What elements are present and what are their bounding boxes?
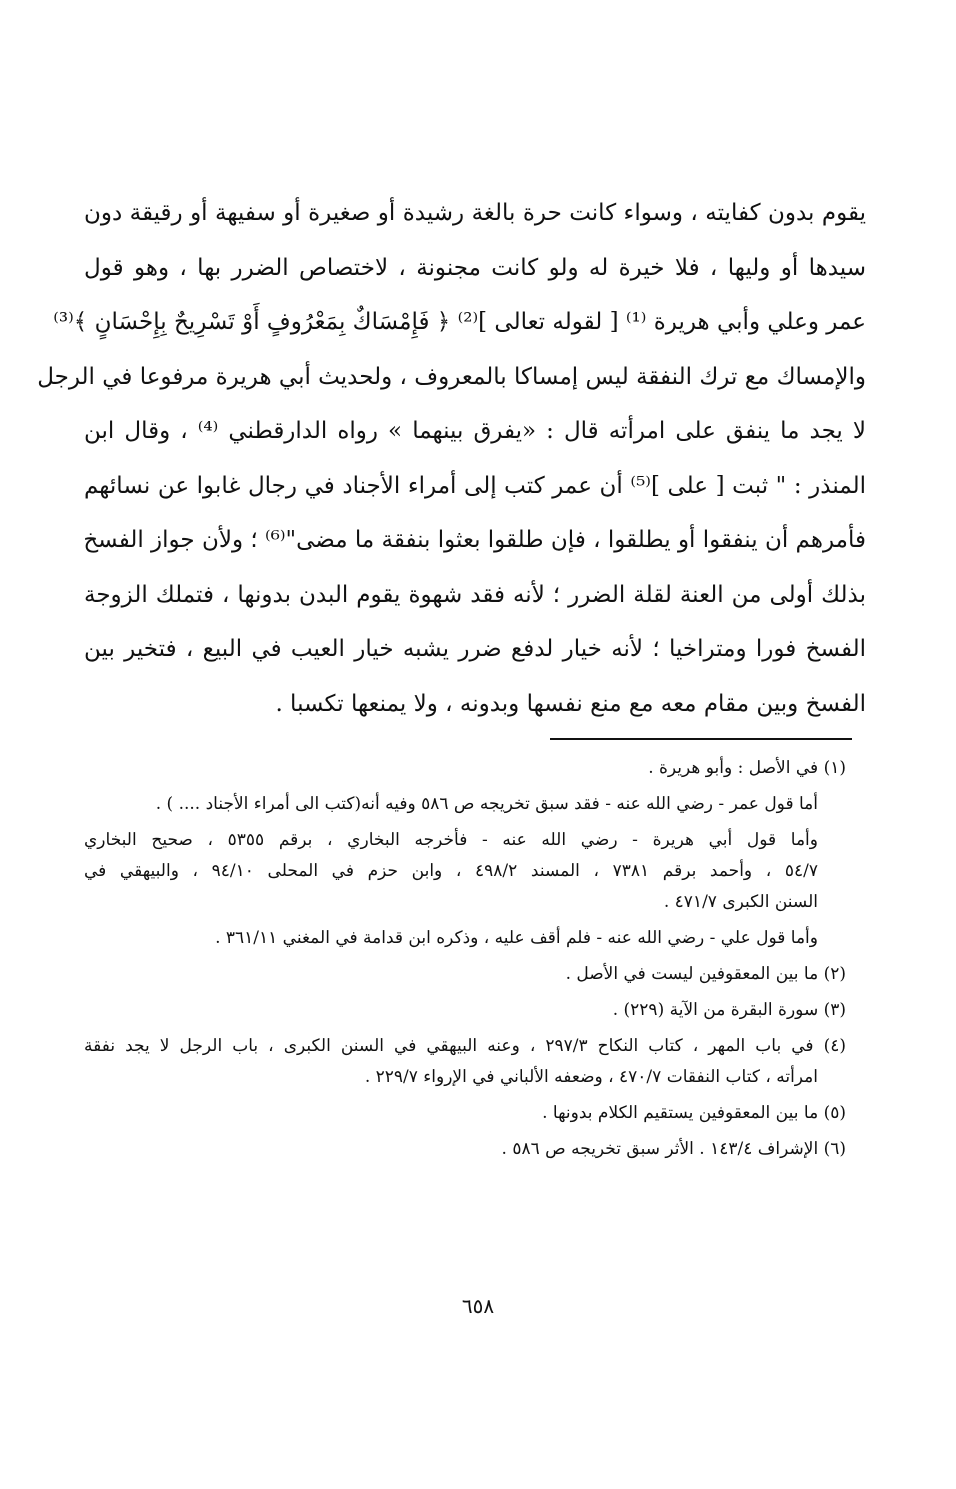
text-line: سيدها أو وليها ، فلا خيرة له ولو كانت مجنونة ، لاختصاص الضرر بها ، وهو قول: [84, 254, 866, 281]
footnote-1-omar: أما قول عمر - رضي الله عنه - فقد سبق تخريجه ص ٥٨٦ وفيه أنه(كتب الى أمراء الأجناد .... ) .: [155, 794, 818, 814]
footnote-1-ali: وأما قول علي - رضي الله عنه - فلم أقف عليه ، وذكره ابن قدامة في المغني ٣٦١/١١ .: [215, 928, 818, 948]
text-line: المنذر : " ثبت [ على ]⁽⁵⁾ أن عمر كتب إلى أمراء الأجناد في رجال غابوا عن نسائهم: [84, 472, 866, 499]
page-number: ٦٥٨: [461, 1294, 495, 1318]
text-line: والإمساك مع ترك النفقة ليس إمساكا بالمعروف ، ولحديث أبي هريرة مرفوعا في الرجل: [37, 363, 866, 390]
text-line: لا يجد ما ينفق على امرأته قال : «يفرق بينهما » رواه الدارقطني ⁽⁴⁾ ، وقال ابن: [84, 418, 866, 444]
footnotes-block: [84, 756, 846, 1161]
footnote-2: (٢) ما بين المعقوفين ليست في الأصل .: [565, 964, 846, 984]
main-text-block: [37, 186, 866, 731]
footnote-1-abuhurayra-cont: ٥٤/٧ ، وأحمد برقم ٧٣٨١ ، المسند ٤٩٨/٢ ، وابن حزم في المحلى ٩٤/١٠ ، والبيهقي في: [84, 861, 818, 881]
footnote-1: (١) في الأصل : وأبو هريرة .: [648, 758, 846, 778]
footnote-1-abuhurayra-end: السنن الكبرى ٤٧١/٧ .: [663, 892, 818, 912]
footnote-4: (٤) في باب المهر ، كتاب النكاح ٢٩٧/٣ ، وعنه البيهقي في السنن الكبرى ، باب الرجل لا يجد نفقة: [84, 1036, 846, 1056]
footnote-6: (٦) الإشراف ١٤٣/٤ . الأثر سبق تخريجه ص ٥٨٦ .: [501, 1139, 846, 1159]
text-line: الفسخ فورا ومتراخيا ؛ لأنه خيار لدفع ضرر يشبه خيار العيب في البيع ، فتخير بين: [84, 636, 866, 662]
text-line: الفسخ وبين مقام معه مع منع نفسها وبدونه ، ولا يمنعها تكسبا .: [275, 690, 866, 717]
text-line: فأمرهم أن ينفقوا أو يطلقوا ، فإن طلقوا بعثوا بنفقة ما مضى"⁽⁶⁾ ؛ ولأن جواز الفسخ: [83, 527, 866, 553]
footnote-4-cont: امرأته ، كتاب النفقات ٤٧٠/٧ ، وضعفه الألباني في الإرواء ٢٢٩/٧ .: [364, 1067, 818, 1087]
footnote-separator: [550, 738, 852, 740]
text-line: يقوم بدون كفايته ، وسواء كانت حرة بالغة رشيدة أو صغيرة أو سفيهة أو رقيقة دون: [84, 200, 866, 226]
footnote-5: (٥) ما بين المعقوفين يستقيم الكلام بدونها .: [542, 1103, 846, 1123]
footnote-3: (٣) سورة البقرة من الآية (٢٢٩) .: [612, 1000, 846, 1020]
footnote-1-abuhurayra: وأما قول أبي هريرة - رضي الله عنه - فأخرجه البخاري ، برقم ٥٣٥٥ ، صحيح البخاري: [84, 830, 818, 850]
text-line: عمر وعلي وأبي هريرة ⁽¹⁾ [ لقوله تعالى ]⁽²⁾ ﴿ فَإِمْسَاكٌ بِمَعْرُوفٍ أَوْ تَسْرِيحٌ بِإِحْسَانٍ ﴾⁽³⁾: [53, 309, 866, 335]
text-line: بذلك أولى من العنة لقلة الضرر ؛ لأنه فقد شهوة يقوم البدن بدونها ، فتملك الزوجة: [84, 581, 866, 608]
